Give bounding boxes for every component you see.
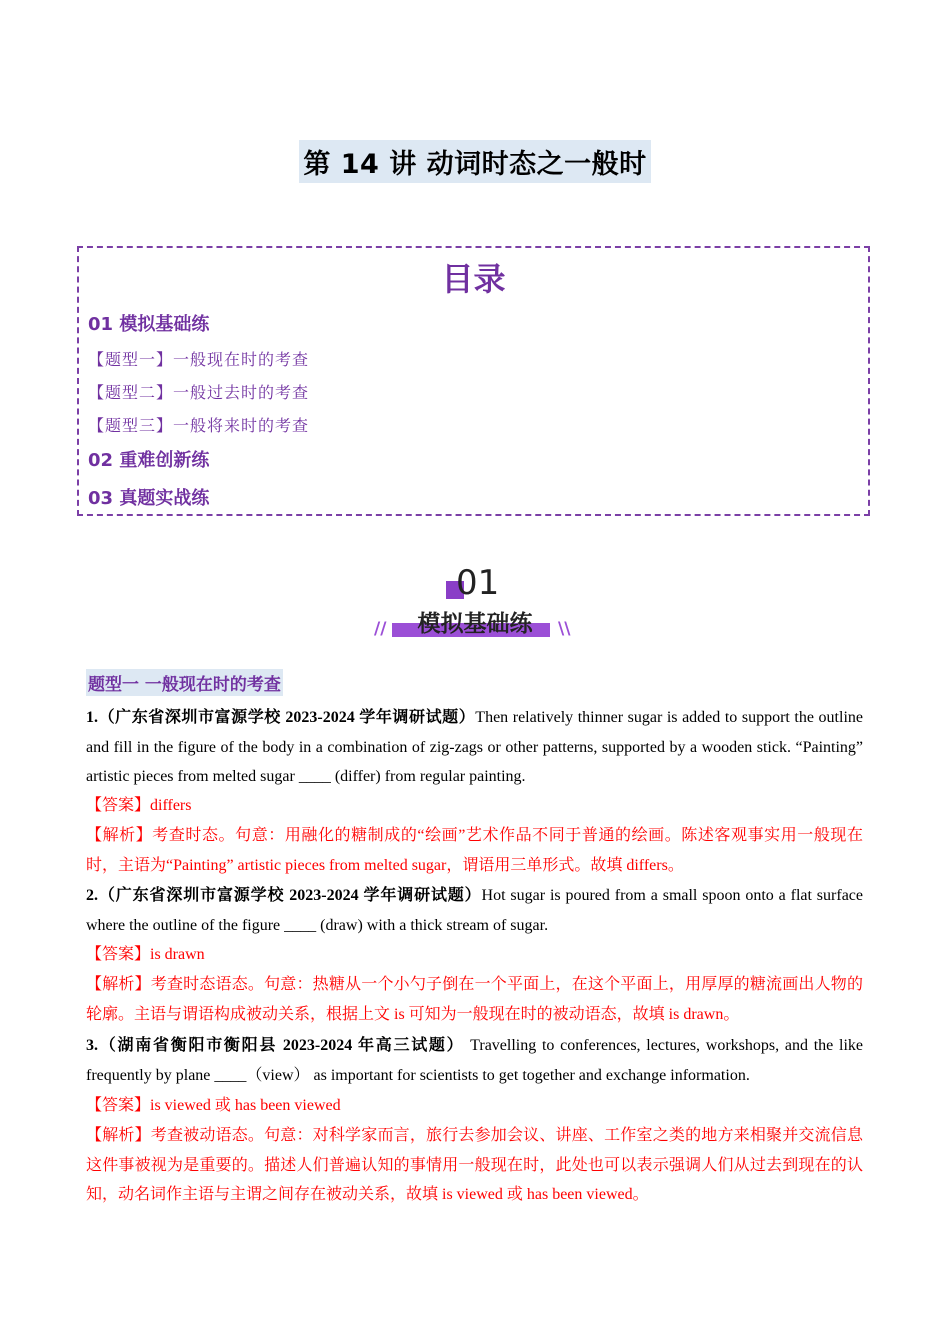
- question-2-text: Hot sugar is poured from a small spoon onto a flat surface where the outline of the figure ____ (draw) with a thick stream of sugar.: [86, 887, 863, 934]
- question-1: [86, 703, 863, 792]
- toc-item-section-03[interactable]: 03 真题实战练: [88, 488, 210, 509]
- question-type-heading: [86, 669, 283, 696]
- question-3-number: 3.: [86, 1037, 98, 1054]
- left-slash-mark: //: [374, 619, 387, 639]
- question-2-source: （广东省深圳市富源学校 2023-2024 学年调研试题）: [98, 887, 482, 904]
- question-type-heading-text: 题型一 一般现在时的考查: [86, 669, 283, 696]
- question-3-analysis: 【解析】考查被动语态。句意：对科学家而言，旅行去参加会议、讲座、工作室之类的地方来相聚并交流信息这件事被视为是重要的。描述人们普遍认知的事情用一般现在时，此处也可以表示强调人们从过去到现在的认知，动名词作主语与主谓之间存在被动关系，故填 is viewed 或 has been viewed。: [86, 1127, 863, 1204]
- question-2-answer: 【答案】is drawn: [86, 946, 205, 963]
- question-2-number: 2.: [86, 887, 98, 904]
- question-1-source: （广东省深圳市富源学校 2023-2024 学年调研试题）: [98, 709, 476, 726]
- table-of-contents: [77, 246, 870, 516]
- question-2-analysis: 【解析】考查时态语态。句意：热糖从一个小勺子倒在一个平面上，在这个平面上，用厚厚的糖流画出人物的轮廓。主语与谓语构成被动关系，根据上文 is 可知为一般现在时的被动语态，故填 is drawn。: [86, 976, 863, 1023]
- section-number: 01: [456, 563, 500, 603]
- section-name: 模拟基础练: [417, 611, 533, 637]
- lecture-title: [0, 140, 950, 183]
- question-3-answer: 【答案】is viewed 或 has been viewed: [86, 1097, 341, 1114]
- right-slash-mark: \\: [558, 619, 571, 639]
- toc-item-type-1[interactable]: 【题型一】一般现在时的考查: [88, 350, 310, 369]
- toc-item-section-01[interactable]: 01 模拟基础练: [88, 314, 210, 335]
- question-3: [86, 1031, 863, 1090]
- toc-item-type-3[interactable]: 【题型三】一般将来时的考查: [88, 416, 310, 435]
- question-2: [86, 881, 863, 940]
- question-3-source: （湖南省衡阳市衡阳县 2023-2024 年高三试题）: [98, 1037, 465, 1054]
- question-1-answer: 【答案】differs: [86, 797, 192, 814]
- question-1-number: 1.: [86, 709, 98, 726]
- toc-item-type-2[interactable]: 【题型二】一般过去时的考查: [88, 383, 310, 402]
- question-1-text: Then relatively thinner sugar is added to support the outline and fill in the figure of the body in a combination of zig-zags or other patterns, supported by a wooden stick. “Painting” artistic pieces from melted sugar ____ (differ) from regular painting.: [86, 709, 863, 786]
- question-3-text: Travelling to conferences, lectures, workshops, and the like frequently by plane ____（view） as important for scientists to get together and exchange information.: [86, 1037, 863, 1084]
- toc-item-section-02[interactable]: 02 重难创新练: [88, 450, 210, 471]
- lecture-title-text: 第 14 讲 动词时态之一般时: [299, 140, 650, 183]
- toc-heading: 目录: [441, 260, 506, 298]
- question-1-analysis: 【解析】考查时态。句意：用融化的糖制成的“绘画”艺术作品不同于普通的绘画。陈述客观事实用一般现在时，主语为“Painting” artistic pieces from melted sugar，谓语用三单形式。故填 differs。: [86, 827, 863, 874]
- section-banner: [370, 563, 580, 645]
